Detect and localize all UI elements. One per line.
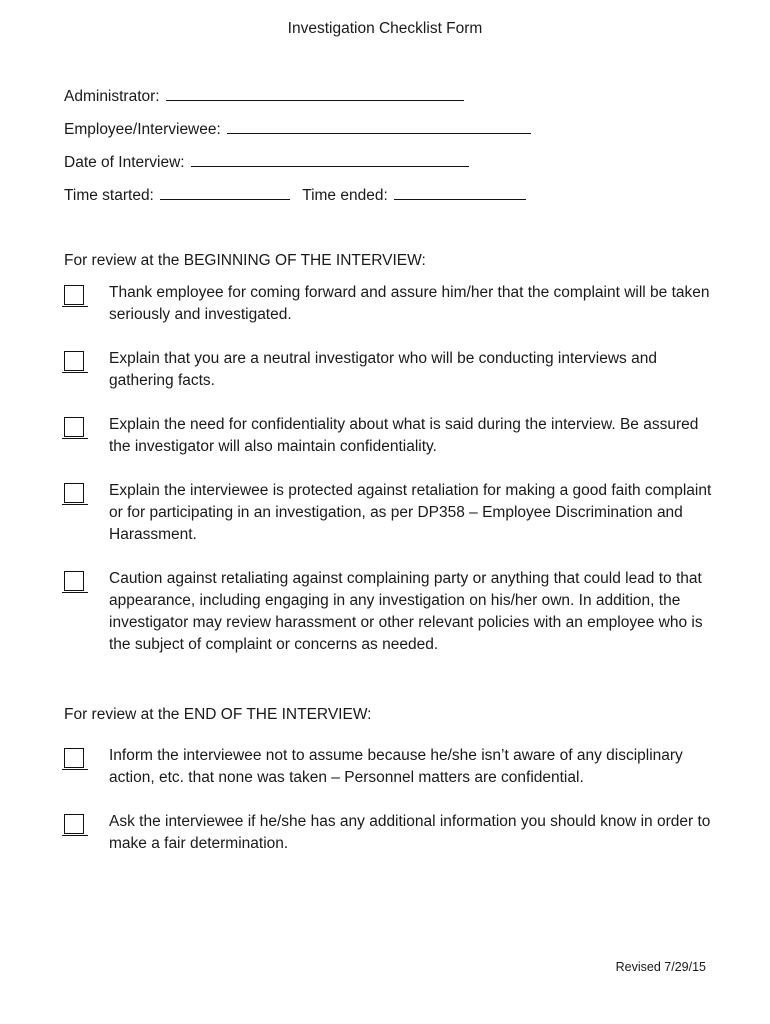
date-blank[interactable]	[191, 152, 469, 167]
administrator-field	[64, 86, 464, 106]
checkbox[interactable]	[64, 351, 84, 371]
date-field	[64, 152, 469, 172]
checkbox[interactable]	[64, 748, 84, 768]
form-title: Investigation Checklist Form	[287, 20, 483, 37]
employee-label: Employee/Interviewee:	[64, 121, 221, 138]
checklist-item-text: Caution against retaliating against complaining party or anything that could lead to that appearance, including engaging in any investigation on his/her own. In addition, the investigator may review harassment or other relevant policies with an employee who is the subject of complaint or concerns as needed.	[109, 570, 703, 653]
checkbox[interactable]	[64, 483, 84, 503]
time-field	[64, 185, 526, 205]
employee-field	[64, 119, 531, 139]
checkbox[interactable]	[64, 417, 84, 437]
checkbox[interactable]	[64, 571, 84, 591]
checkbox[interactable]	[64, 285, 84, 305]
time-ended-blank[interactable]	[394, 185, 526, 200]
checklist-item-text: Explain the interviewee is protected against retaliation for making a good faith complaint or for participating in an investigation, as per DP358 – Employee Discrimination and Harassment.	[109, 482, 712, 543]
revised-date: Revised 7/29/15	[615, 960, 706, 974]
end-heading: For review at the END OF THE INTERVIEW:	[64, 706, 372, 723]
checklist-item-text: Explain that you are a neutral investigator who will be conducting interviews and gathering facts.	[109, 350, 657, 389]
checklist-item-text: Explain the need for confidentiality about what is said during the interview. Be assured the investigator will also maintain confidentiality.	[109, 416, 699, 455]
time-started-label: Time started:	[64, 187, 154, 204]
time-started-blank[interactable]	[160, 185, 290, 200]
checklist-item-text: Inform the interviewee not to assume because he/she isn’t aware of any disciplinary action, etc. that none was taken – Personnel matters are confidential.	[109, 747, 683, 786]
beginning-heading: For review at the BEGINNING OF THE INTERVIEW:	[64, 252, 426, 269]
checkbox[interactable]	[64, 814, 84, 834]
administrator-label: Administrator:	[64, 88, 160, 105]
time-ended-label: Time ended:	[302, 187, 388, 204]
checklist-item-text: Ask the interviewee if he/she has any additional information you should know in order to make a fair determination.	[109, 813, 711, 852]
date-label: Date of Interview:	[64, 154, 185, 171]
checklist-item-text: Thank employee for coming forward and assure him/her that the complaint will be taken seriously and investigated.	[109, 284, 710, 323]
administrator-blank[interactable]	[166, 86, 464, 101]
employee-blank[interactable]	[227, 119, 531, 134]
